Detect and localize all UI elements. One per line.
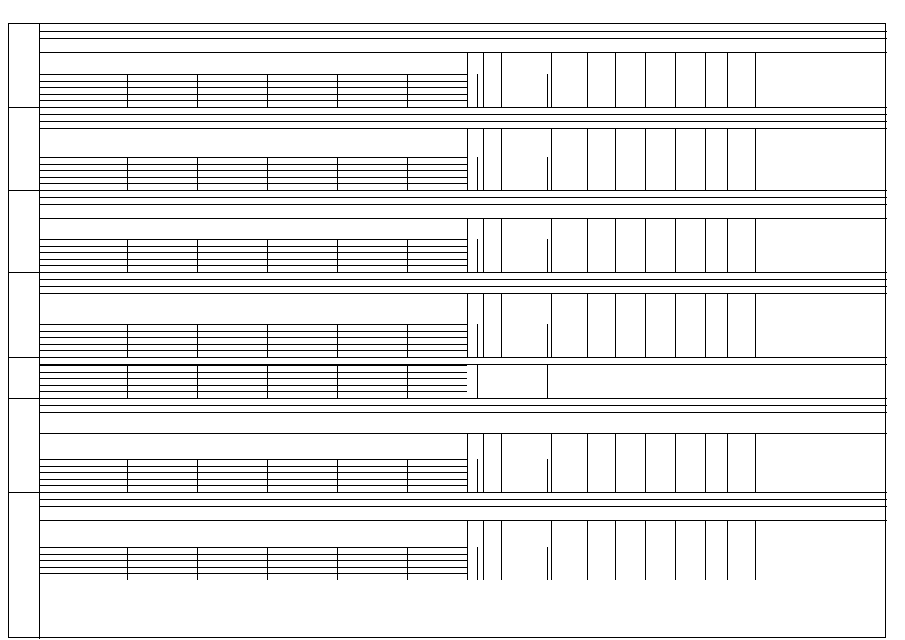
grid-line bbox=[39, 183, 467, 184]
grid-line bbox=[39, 81, 467, 82]
grid-line bbox=[127, 547, 128, 580]
grid-line bbox=[39, 573, 467, 574]
grid-line bbox=[337, 239, 338, 272]
grid-line bbox=[9, 492, 887, 493]
detail-cell bbox=[645, 522, 675, 578]
grid-line bbox=[39, 218, 887, 219]
grid-line bbox=[39, 466, 467, 467]
grid-line bbox=[407, 157, 408, 190]
grid-line bbox=[337, 459, 338, 492]
grid-line bbox=[547, 365, 548, 398]
detail-cell bbox=[705, 220, 727, 270]
grid-line bbox=[127, 239, 128, 272]
grid-line bbox=[39, 87, 467, 88]
detail-cell bbox=[483, 295, 501, 355]
detail-cell bbox=[755, 435, 789, 490]
detail-cell bbox=[675, 295, 705, 355]
grid-line bbox=[39, 121, 887, 122]
detail-cell bbox=[727, 220, 755, 270]
detail-cell bbox=[755, 295, 789, 355]
grid-line bbox=[39, 459, 467, 460]
grid-line bbox=[407, 324, 408, 357]
detail-cell bbox=[467, 295, 483, 355]
detail-cell bbox=[551, 220, 587, 270]
detail-cell bbox=[467, 522, 483, 578]
grid-line bbox=[197, 547, 198, 580]
grid-line bbox=[39, 365, 467, 366]
grid-line bbox=[407, 547, 408, 580]
grid-line bbox=[39, 391, 467, 392]
detail-cell bbox=[645, 130, 675, 188]
grid-line bbox=[39, 433, 887, 434]
grid-line bbox=[39, 506, 887, 507]
grid-line bbox=[39, 472, 467, 473]
detail-cell bbox=[727, 522, 755, 578]
detail-cell bbox=[675, 522, 705, 578]
grid-line bbox=[39, 204, 887, 205]
grid-line bbox=[337, 324, 338, 357]
grid-line bbox=[39, 372, 467, 373]
grid-line bbox=[267, 239, 268, 272]
grid-line bbox=[267, 74, 268, 107]
detail-cell bbox=[587, 54, 615, 105]
grid-line bbox=[39, 567, 467, 568]
grid-line bbox=[39, 331, 467, 332]
grid-line bbox=[127, 365, 128, 398]
detail-cell bbox=[727, 435, 755, 490]
grid-line bbox=[39, 252, 467, 253]
detail-cell bbox=[675, 54, 705, 105]
grid-line bbox=[39, 164, 467, 165]
grid-line bbox=[39, 324, 467, 325]
grid-line bbox=[337, 547, 338, 580]
detail-cell bbox=[467, 435, 483, 490]
detail-cell bbox=[501, 435, 551, 490]
grid-line bbox=[39, 94, 467, 95]
budget-table bbox=[8, 23, 886, 638]
detail-cell bbox=[705, 130, 727, 188]
grid-line bbox=[39, 286, 887, 287]
grid-line bbox=[39, 239, 467, 240]
detail-cell bbox=[705, 435, 727, 490]
detail-cell bbox=[645, 295, 675, 355]
detail-cell bbox=[587, 295, 615, 355]
grid-line bbox=[267, 365, 268, 398]
grid-line bbox=[39, 337, 467, 338]
grid-line bbox=[407, 74, 408, 107]
detail-cell bbox=[705, 54, 727, 105]
grid-line bbox=[267, 157, 268, 190]
detail-cell bbox=[727, 54, 755, 105]
detail-cell bbox=[587, 130, 615, 188]
grid-line bbox=[39, 74, 467, 75]
detail-cell bbox=[501, 522, 551, 578]
grid-line bbox=[39, 350, 467, 351]
grid-line bbox=[407, 239, 408, 272]
grid-line bbox=[39, 479, 467, 480]
detail-cell bbox=[483, 435, 501, 490]
grid-line bbox=[477, 365, 478, 398]
grid-line bbox=[407, 459, 408, 492]
grid-line bbox=[39, 405, 887, 406]
detail-cell bbox=[467, 54, 483, 105]
detail-cell bbox=[587, 220, 615, 270]
detail-cell bbox=[645, 435, 675, 490]
detail-cell bbox=[501, 54, 551, 105]
grid-line bbox=[39, 157, 467, 158]
detail-cell bbox=[501, 130, 551, 188]
grid-line bbox=[39, 170, 467, 171]
grid-line bbox=[9, 272, 887, 273]
grid-line bbox=[267, 547, 268, 580]
grid-line bbox=[197, 459, 198, 492]
detail-cell bbox=[705, 295, 727, 355]
grid-line bbox=[267, 459, 268, 492]
grid-line bbox=[197, 365, 198, 398]
grid-line bbox=[267, 324, 268, 357]
grid-line bbox=[127, 459, 128, 492]
detail-cell bbox=[727, 130, 755, 188]
grid-line bbox=[39, 31, 887, 32]
grid-line bbox=[9, 107, 887, 108]
grid-line bbox=[197, 324, 198, 357]
detail-cell bbox=[615, 435, 645, 490]
grid-line bbox=[127, 324, 128, 357]
grid-line bbox=[9, 357, 887, 358]
detail-cell bbox=[483, 54, 501, 105]
detail-cell bbox=[587, 522, 615, 578]
detail-cell bbox=[675, 220, 705, 270]
grid-line bbox=[39, 547, 467, 548]
grid-line bbox=[337, 157, 338, 190]
detail-cell bbox=[645, 54, 675, 105]
grid-line bbox=[39, 485, 467, 486]
detail-cell bbox=[501, 220, 551, 270]
grid-line bbox=[127, 74, 128, 107]
grid-line bbox=[9, 190, 887, 191]
grid-line bbox=[39, 52, 887, 53]
grid-line bbox=[197, 157, 198, 190]
grid-line bbox=[197, 74, 198, 107]
grid-line bbox=[39, 197, 887, 198]
detail-cell bbox=[551, 54, 587, 105]
detail-cell bbox=[645, 220, 675, 270]
detail-cell bbox=[467, 220, 483, 270]
grid-line bbox=[39, 554, 467, 555]
detail-cell bbox=[755, 220, 789, 270]
grid-line bbox=[39, 520, 887, 521]
detail-cell bbox=[501, 295, 551, 355]
grid-line bbox=[39, 100, 467, 101]
grid-line bbox=[337, 74, 338, 107]
detail-cell bbox=[615, 130, 645, 188]
detail-cell bbox=[615, 522, 645, 578]
grid-line bbox=[9, 398, 887, 399]
grid-line bbox=[39, 412, 887, 413]
grid-line bbox=[337, 365, 338, 398]
detail-cell bbox=[615, 295, 645, 355]
detail-cell bbox=[483, 522, 501, 578]
grid-line bbox=[39, 38, 887, 39]
grid-line bbox=[127, 157, 128, 190]
grid-line bbox=[39, 265, 467, 266]
grid-line bbox=[39, 385, 467, 386]
detail-cell bbox=[587, 435, 615, 490]
detail-cell bbox=[675, 435, 705, 490]
grid-line bbox=[39, 114, 887, 115]
detail-cell bbox=[755, 130, 789, 188]
detail-cell bbox=[755, 54, 789, 105]
detail-cell bbox=[551, 130, 587, 188]
grid-line bbox=[39, 177, 467, 178]
detail-cell bbox=[483, 130, 501, 188]
detail-cell bbox=[551, 435, 587, 490]
grid-line bbox=[39, 279, 887, 280]
grid-line bbox=[39, 128, 887, 129]
detail-cell bbox=[755, 522, 789, 578]
detail-cell bbox=[727, 295, 755, 355]
grid-line bbox=[407, 365, 408, 398]
grid-line bbox=[39, 259, 467, 260]
detail-cell bbox=[615, 220, 645, 270]
grid-line bbox=[39, 499, 887, 500]
grid-line bbox=[39, 293, 887, 294]
detail-cell bbox=[675, 130, 705, 188]
detail-cell bbox=[551, 295, 587, 355]
grid-line bbox=[39, 344, 467, 345]
grid-line bbox=[39, 246, 467, 247]
detail-cell bbox=[467, 130, 483, 188]
detail-cell bbox=[551, 522, 587, 578]
grid-line bbox=[39, 560, 467, 561]
grid-line bbox=[39, 378, 467, 379]
detail-cell bbox=[615, 54, 645, 105]
detail-cell bbox=[705, 522, 727, 578]
detail-cell bbox=[483, 220, 501, 270]
grid-line bbox=[197, 239, 198, 272]
